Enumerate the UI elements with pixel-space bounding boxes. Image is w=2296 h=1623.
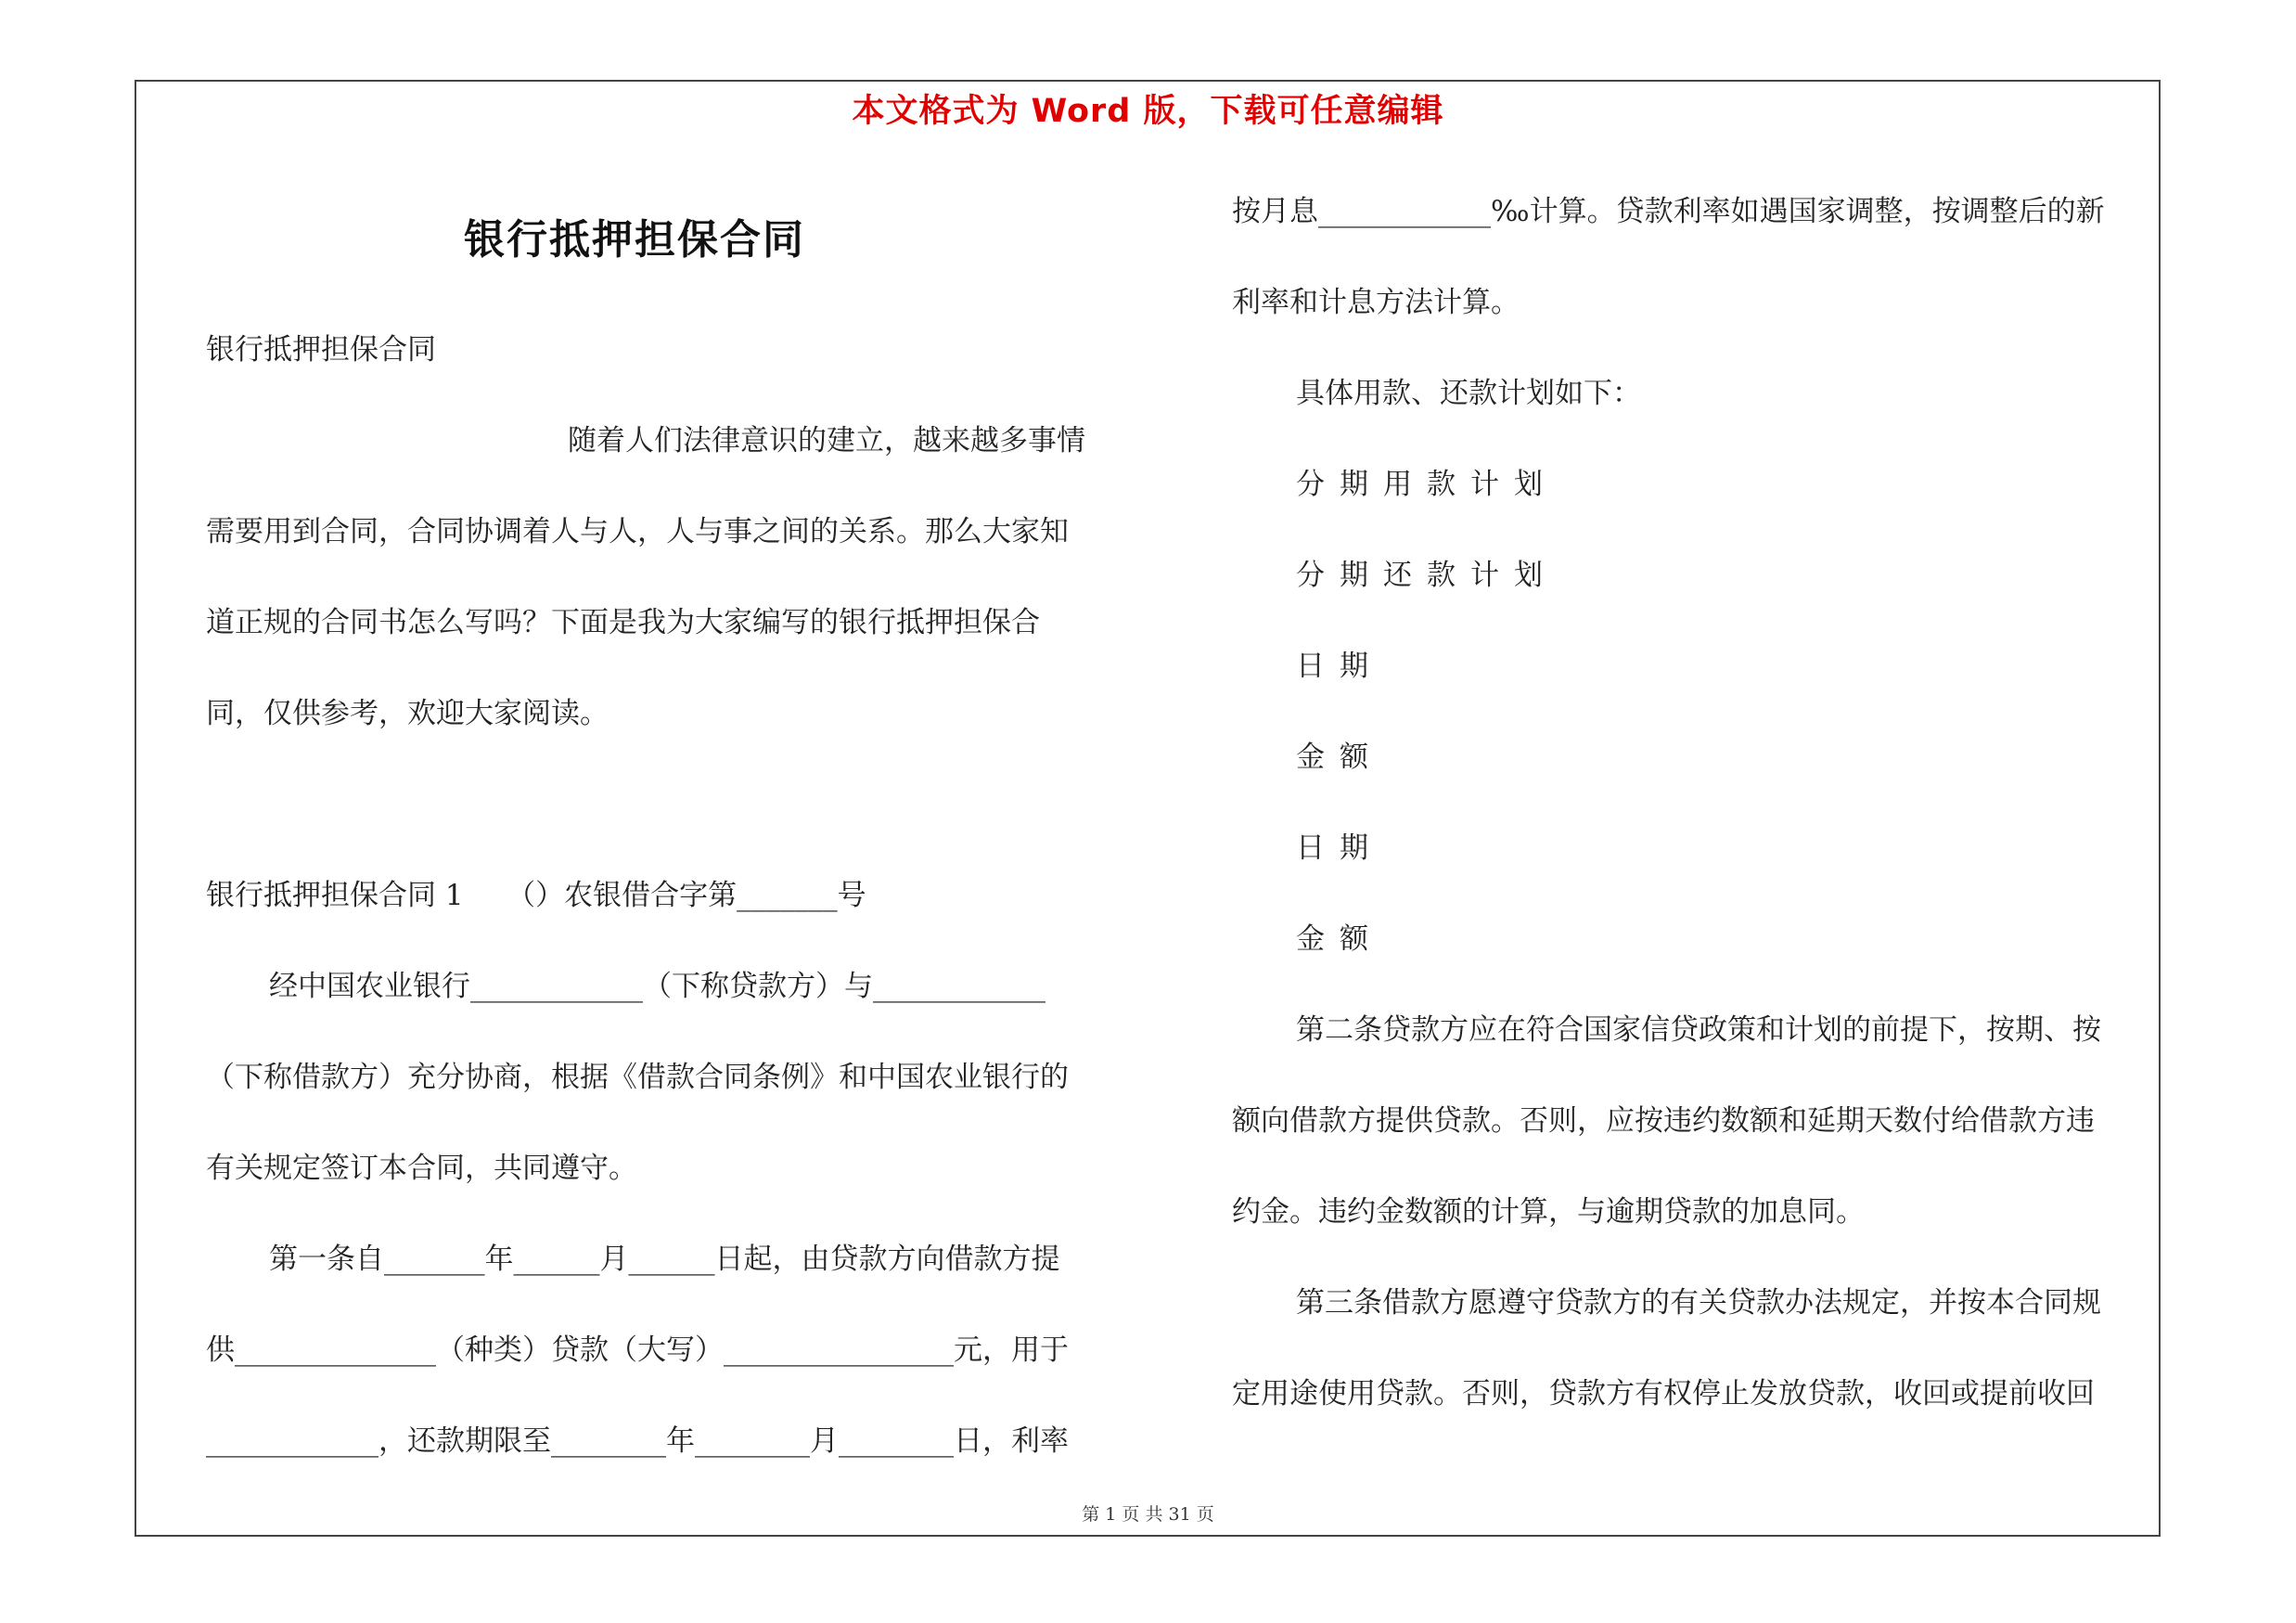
left-line: 同，仅供参考，欢迎大家阅读。	[206, 697, 609, 730]
left-line: 银行抵押担保合同	[206, 333, 436, 367]
right-line: 约金。违约金数额的计算，与逾期贷款的加息同。	[1232, 1195, 1865, 1229]
right-line: 按月息____________‰计算。贷款利率如遇国家调整，按调整后的新	[1232, 195, 2105, 228]
left-line: 道正规的合同书怎么写吗？下面是我为大家编写的银行抵押担保合	[206, 606, 1040, 639]
left-line: （下称借款方）充分协商，根据《借款合同条例》和中国农业银行的	[206, 1061, 1069, 1094]
left-line: 有关规定签订本合同，共同遵守。	[206, 1152, 637, 1185]
right-line: 日期	[1296, 831, 1383, 865]
document-title: 银行抵押担保合同	[464, 216, 805, 264]
left-line: 经中国农业银行____________（下称贷款方）与____________	[269, 970, 1045, 1003]
left-line: 银行抵押担保合同 1 （）农银借合字第_______号	[206, 879, 866, 912]
right-line: 分期还款计划	[1296, 559, 1558, 592]
left-line: 供______________（种类）贷款（大写）________________元，用于	[206, 1333, 1069, 1367]
left-line: 第一条自_______年______月______日起，由贷款方向借款方提	[269, 1243, 1060, 1276]
right-line: 金额	[1296, 922, 1383, 956]
right-line: 利率和计息方法计算。	[1232, 286, 1520, 319]
right-line: 分期用款计划	[1296, 468, 1558, 501]
right-line: 第三条借款方愿遵守贷款方的有关贷款办法规定，并按本合同规	[1296, 1286, 2101, 1320]
right-line: 具体用款、还款计划如下：	[1296, 377, 1641, 410]
left-line: ____________，还款期限至________年________月________日，利率	[206, 1424, 1069, 1458]
word-format-banner: 本文格式为 Word 版，下载可任意编辑	[852, 93, 1444, 130]
left-line: 随着人们法律意识的建立，越来越多事情	[568, 424, 1085, 457]
right-line: 定用途使用贷款。否则，贷款方有权停止发放贷款，收回或提前收回	[1232, 1377, 2095, 1410]
page-number-footer: 第 1 页 共 31 页	[1082, 1504, 1214, 1525]
right-line: 第二条贷款方应在符合国家信贷政策和计划的前提下，按期、按	[1296, 1013, 2101, 1047]
left-line: 需要用到合同，合同协调着人与人，人与事之间的关系。那么大家知	[206, 515, 1069, 548]
right-line: 金额	[1296, 741, 1383, 774]
right-line: 额向借款方提供贷款。否则，应按违约数额和延期天数付给借款方违	[1232, 1104, 2095, 1138]
right-line: 日期	[1296, 650, 1383, 683]
